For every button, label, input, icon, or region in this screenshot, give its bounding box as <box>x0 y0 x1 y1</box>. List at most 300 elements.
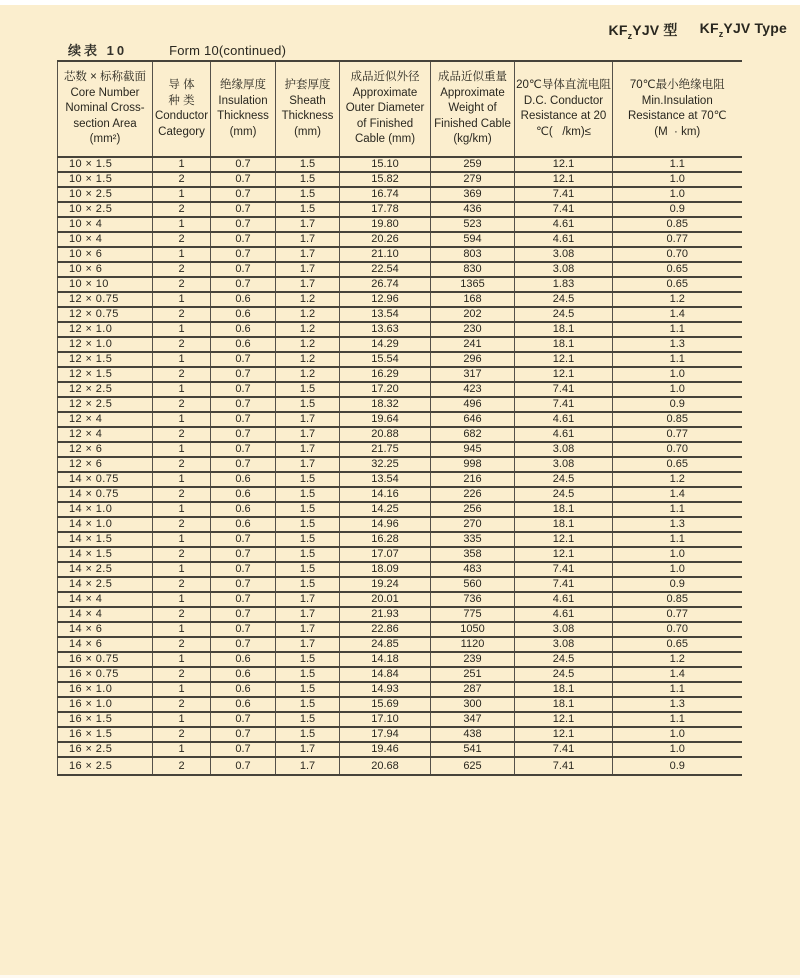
table-cell: 14 × 2.5 <box>58 562 153 577</box>
table-cell: 1.7 <box>276 412 340 427</box>
table-cell: 1.83 <box>515 277 613 292</box>
column-header-conductor_category: 导 体 种 类 Conductor Category <box>153 61 211 157</box>
table-cell: 1 <box>153 532 211 547</box>
table-cell: 14.25 <box>340 502 431 517</box>
table-cell: 3.08 <box>515 457 613 472</box>
table-row <box>58 457 742 472</box>
table-cell: 1.7 <box>276 247 340 262</box>
table-row <box>58 187 742 202</box>
column-header-insulation_thickness: 绝缘厚度 Insulation Thickness (mm) <box>211 61 276 157</box>
table-cell: 1.7 <box>276 622 340 637</box>
table-cell: 16 × 1.5 <box>58 727 153 742</box>
table-cell: 3.08 <box>515 622 613 637</box>
table-cell: 16 × 0.75 <box>58 652 153 667</box>
table-cell: 1 <box>153 622 211 637</box>
table-cell: 1.7 <box>276 217 340 232</box>
table-cell: 1.1 <box>613 532 742 547</box>
table-cell: 438 <box>431 727 515 742</box>
table-cell: 14 × 6 <box>58 637 153 652</box>
table-cell: 16 × 1.0 <box>58 697 153 712</box>
table-cell: 19.46 <box>340 742 431 757</box>
table-cell: 0.70 <box>613 247 742 262</box>
table-cell: 0.7 <box>211 712 276 727</box>
table-cell: 775 <box>431 607 515 622</box>
table-cell: 2 <box>153 667 211 682</box>
table-cell: 1.5 <box>276 187 340 202</box>
table-cell: 1.5 <box>276 577 340 592</box>
table-cell: 1.2 <box>613 472 742 487</box>
column-header-sheath_thickness: 护套厚度 Sheath Thickness (mm) <box>276 61 340 157</box>
table-row <box>58 502 742 517</box>
table-cell: 20.01 <box>340 592 431 607</box>
table-cell: 10 × 1.5 <box>58 157 153 172</box>
table-cell: 0.6 <box>211 667 276 682</box>
table-cell: 1.2 <box>276 292 340 307</box>
table-cell: 0.65 <box>613 637 742 652</box>
table-row <box>58 517 742 532</box>
table-row <box>58 247 742 262</box>
table-cell: 0.6 <box>211 337 276 352</box>
table-cell: 0.65 <box>613 277 742 292</box>
table-cell: 16 × 2.5 <box>58 757 153 775</box>
table-cell: 560 <box>431 577 515 592</box>
table-cell: 0.7 <box>211 532 276 547</box>
table-cell: 12 × 2.5 <box>58 397 153 412</box>
table-cell: 1 <box>153 352 211 367</box>
table-cell: 1 <box>153 217 211 232</box>
table-cell: 2 <box>153 277 211 292</box>
table-cell: 259 <box>431 157 515 172</box>
table-cell: 22.54 <box>340 262 431 277</box>
table-cell: 0.7 <box>211 277 276 292</box>
table-cell: 1.7 <box>276 232 340 247</box>
table-cell: 0.7 <box>211 202 276 217</box>
table-cell: 0.7 <box>211 187 276 202</box>
table-cell: 1.0 <box>613 367 742 382</box>
column-header-min_insulation_resistance: 70℃最小绝缘电阻 Min.Insulation Resistance at 70℃ (M · km) <box>613 61 742 157</box>
table-cell: 14 × 1.0 <box>58 517 153 532</box>
table-cell: 0.7 <box>211 262 276 277</box>
table-cell: 369 <box>431 187 515 202</box>
table-row <box>58 157 742 172</box>
table-cell: 12 × 1.0 <box>58 337 153 352</box>
table-cell: 1050 <box>431 622 515 637</box>
table-cell: 0.9 <box>613 577 742 592</box>
table-cell: 1.5 <box>276 487 340 502</box>
table-cell: 335 <box>431 532 515 547</box>
table-cell: 0.9 <box>613 397 742 412</box>
table-cell: 1 <box>153 712 211 727</box>
table-cell: 14 × 1.0 <box>58 502 153 517</box>
table-cell: 2 <box>153 697 211 712</box>
table-cell: 436 <box>431 202 515 217</box>
table-cell: 2 <box>153 577 211 592</box>
table-cell: 21.10 <box>340 247 431 262</box>
table-cell: 1.5 <box>276 697 340 712</box>
table-cell: 0.65 <box>613 457 742 472</box>
table-cell: 2 <box>153 202 211 217</box>
table-cell: 1.7 <box>276 277 340 292</box>
table-cell: 1.5 <box>276 682 340 697</box>
table-cell: 1.7 <box>276 457 340 472</box>
table-cell: 0.85 <box>613 592 742 607</box>
table-cell: 24.5 <box>515 487 613 502</box>
table-cell: 13.54 <box>340 307 431 322</box>
table-cell: 7.41 <box>515 382 613 397</box>
table-cell: 3.08 <box>515 442 613 457</box>
table-row <box>58 622 742 637</box>
table-cell: 1.5 <box>276 397 340 412</box>
table-cell: 21.75 <box>340 442 431 457</box>
table-cell: 14 × 0.75 <box>58 472 153 487</box>
table-row <box>58 607 742 622</box>
table-cell: 1365 <box>431 277 515 292</box>
table-cell: 18.1 <box>515 502 613 517</box>
table-cell: 998 <box>431 457 515 472</box>
table-cell: 523 <box>431 217 515 232</box>
table-cell: 830 <box>431 262 515 277</box>
table-cell: 4.61 <box>515 427 613 442</box>
table-cell: 12 × 4 <box>58 427 153 442</box>
table-cell: 12 × 6 <box>58 442 153 457</box>
table-cell: 24.5 <box>515 472 613 487</box>
table-cell: 0.7 <box>211 232 276 247</box>
table-cell: 12.1 <box>515 157 613 172</box>
table-cell: 202 <box>431 307 515 322</box>
table-cell: 287 <box>431 682 515 697</box>
table-cell: 0.7 <box>211 397 276 412</box>
table-row <box>58 532 742 547</box>
table-cell: 1.2 <box>613 292 742 307</box>
table-cell: 0.7 <box>211 547 276 562</box>
table-row <box>58 367 742 382</box>
table-cell: 18.09 <box>340 562 431 577</box>
column-header-weight: 成品近似重量 Approximate Weight of Finished Cable (kg/km) <box>431 61 515 157</box>
table-caption-en: Form 10(continued) <box>169 43 287 58</box>
table-cell: 1.5 <box>276 202 340 217</box>
table-cell: 0.9 <box>613 757 742 775</box>
table-cell: 0.7 <box>211 457 276 472</box>
table-cell: 24.5 <box>515 307 613 322</box>
table-cell: 18.32 <box>340 397 431 412</box>
table-cell: 1 <box>153 592 211 607</box>
table-cell: 19.24 <box>340 577 431 592</box>
table-cell: 0.6 <box>211 682 276 697</box>
table-cell: 3.08 <box>515 637 613 652</box>
table-cell: 24.5 <box>515 667 613 682</box>
table-cell: 682 <box>431 427 515 442</box>
table-cell: 12 × 1.0 <box>58 322 153 337</box>
table-cell: 13.54 <box>340 472 431 487</box>
table-cell: 4.61 <box>515 607 613 622</box>
table-cell: 14 × 6 <box>58 622 153 637</box>
table-cell: 0.7 <box>211 157 276 172</box>
table-cell: 1.7 <box>276 637 340 652</box>
table-cell: 1.7 <box>276 607 340 622</box>
table-cell: 1.0 <box>613 547 742 562</box>
table-row <box>58 412 742 427</box>
table-caption-cn: 续表 10 <box>68 43 128 58</box>
table-cell: 300 <box>431 697 515 712</box>
table-cell: 256 <box>431 502 515 517</box>
table-cell: 16.28 <box>340 532 431 547</box>
table-cell: 347 <box>431 712 515 727</box>
table-cell: 594 <box>431 232 515 247</box>
table-cell: 4.61 <box>515 412 613 427</box>
cable-spec-table <box>57 60 742 776</box>
table-cell: 16 × 0.75 <box>58 667 153 682</box>
table-row <box>58 667 742 682</box>
table-cell: 1.5 <box>276 652 340 667</box>
table-cell: 1.2 <box>276 307 340 322</box>
table-cell: 1 <box>153 322 211 337</box>
table-cell: 24.5 <box>515 292 613 307</box>
table-cell: 15.69 <box>340 697 431 712</box>
table-cell: 20.68 <box>340 757 431 775</box>
table-cell: 10 × 4 <box>58 217 153 232</box>
table-cell: 251 <box>431 667 515 682</box>
table-cell: 1.5 <box>276 547 340 562</box>
table-cell: 1.5 <box>276 562 340 577</box>
table-row <box>58 697 742 712</box>
table-cell: 12 × 1.5 <box>58 367 153 382</box>
table-cell: 216 <box>431 472 515 487</box>
table-cell: 7.41 <box>515 742 613 757</box>
table-cell: 14.18 <box>340 652 431 667</box>
table-cell: 12.1 <box>515 532 613 547</box>
table-cell: 423 <box>431 382 515 397</box>
table-row <box>58 322 742 337</box>
table-cell: 1.7 <box>276 262 340 277</box>
table-cell: 1.0 <box>613 562 742 577</box>
table-cell: 1.1 <box>613 502 742 517</box>
table-cell: 16.74 <box>340 187 431 202</box>
table-row <box>58 712 742 727</box>
table-cell: 736 <box>431 592 515 607</box>
table-cell: 3.08 <box>515 262 613 277</box>
table-cell: 1.5 <box>276 382 340 397</box>
table-cell: 0.7 <box>211 592 276 607</box>
table-cell: 1.7 <box>276 427 340 442</box>
table-cell: 296 <box>431 352 515 367</box>
table-cell: 0.65 <box>613 262 742 277</box>
table-cell: 24.5 <box>515 652 613 667</box>
table-cell: 1 <box>153 187 211 202</box>
table-cell: 2 <box>153 232 211 247</box>
table-cell: 10 × 1.5 <box>58 172 153 187</box>
table-cell: 1.7 <box>276 592 340 607</box>
table-cell: 17.78 <box>340 202 431 217</box>
column-header-core_area: 芯数 × 标称截面 Core Number Nominal Cross- section Area (mm²) <box>58 61 153 157</box>
table-cell: 18.1 <box>515 322 613 337</box>
table-cell: 0.85 <box>613 217 742 232</box>
table-cell: 2 <box>153 307 211 322</box>
table-cell: 0.6 <box>211 292 276 307</box>
table-cell: 16.29 <box>340 367 431 382</box>
table-cell: 18.1 <box>515 337 613 352</box>
table-cell: 1.4 <box>613 667 742 682</box>
table-row <box>58 547 742 562</box>
table-cell: 3.08 <box>515 247 613 262</box>
table-cell: 1.1 <box>613 352 742 367</box>
table-cell: 1.2 <box>276 352 340 367</box>
table-cell: 12 × 0.75 <box>58 307 153 322</box>
table-cell: 12.1 <box>515 727 613 742</box>
table-cell: 0.7 <box>211 442 276 457</box>
table-row <box>58 652 742 667</box>
table-cell: 1 <box>153 247 211 262</box>
table-row <box>58 217 742 232</box>
table-row <box>58 757 742 775</box>
table-cell: 1.7 <box>276 757 340 775</box>
table-cell: 2 <box>153 397 211 412</box>
table-cell: 625 <box>431 757 515 775</box>
table-cell: 0.7 <box>211 742 276 757</box>
doc-type-title <box>609 20 787 41</box>
table-cell: 2 <box>153 727 211 742</box>
table-cell: 10 × 6 <box>58 247 153 262</box>
table-cell: 7.41 <box>515 757 613 775</box>
table-cell: 12 × 1.5 <box>58 352 153 367</box>
table-cell: 1.1 <box>613 322 742 337</box>
table-cell: 21.93 <box>340 607 431 622</box>
table-row <box>58 592 742 607</box>
table-cell: 1.7 <box>276 742 340 757</box>
table-row <box>58 442 742 457</box>
table-cell: 2 <box>153 637 211 652</box>
table-cell: 14.96 <box>340 517 431 532</box>
table-cell: 12.1 <box>515 547 613 562</box>
table-cell: 14 × 0.75 <box>58 487 153 502</box>
table-cell: 1 <box>153 472 211 487</box>
table-cell: 0.7 <box>211 607 276 622</box>
table-row <box>58 172 742 187</box>
table-cell: 1.5 <box>276 472 340 487</box>
table-cell: 1.3 <box>613 337 742 352</box>
table-cell: 10 × 6 <box>58 262 153 277</box>
table-cell: 20.26 <box>340 232 431 247</box>
table-cell: 317 <box>431 367 515 382</box>
table-cell: 7.41 <box>515 577 613 592</box>
table-cell: 13.63 <box>340 322 431 337</box>
table-cell: 1.2 <box>276 367 340 382</box>
table-cell: 14 × 1.5 <box>58 547 153 562</box>
table-cell: 0.6 <box>211 472 276 487</box>
table-cell: 14.93 <box>340 682 431 697</box>
column-header-dc_resistance: 20℃导体直流电阻 D.C. Conductor Resistance at 20 ℃( /km)≤ <box>515 61 613 157</box>
table-cell: 14.16 <box>340 487 431 502</box>
table-cell: 1.0 <box>613 742 742 757</box>
table-cell: 0.7 <box>211 217 276 232</box>
table-cell: 0.7 <box>211 622 276 637</box>
table-cell: 12 × 4 <box>58 412 153 427</box>
table-row <box>58 382 742 397</box>
table-cell: 1.5 <box>276 667 340 682</box>
table-cell: 14.84 <box>340 667 431 682</box>
table-cell: 1 <box>153 652 211 667</box>
table-cell: 7.41 <box>515 187 613 202</box>
table-cell: 0.85 <box>613 412 742 427</box>
table-cell: 10 × 4 <box>58 232 153 247</box>
table-cell: 1 <box>153 382 211 397</box>
table-cell: 14 × 4 <box>58 607 153 622</box>
table-cell: 646 <box>431 412 515 427</box>
table-cell: 1.4 <box>613 487 742 502</box>
table-row <box>58 277 742 292</box>
table-cell: 1 <box>153 742 211 757</box>
table-cell: 1.5 <box>276 727 340 742</box>
table-cell: 1 <box>153 157 211 172</box>
table-cell: 1.0 <box>613 727 742 742</box>
table-cell: 2 <box>153 547 211 562</box>
table-cell: 7.41 <box>515 202 613 217</box>
table-cell: 0.7 <box>211 727 276 742</box>
table-cell: 0.7 <box>211 172 276 187</box>
table-cell: 1 <box>153 412 211 427</box>
table-cell: 14 × 1.5 <box>58 532 153 547</box>
table-cell: 15.54 <box>340 352 431 367</box>
table-cell: 279 <box>431 172 515 187</box>
table-cell: 17.10 <box>340 712 431 727</box>
table-cell: 1 <box>153 292 211 307</box>
table-cell: 10 × 2.5 <box>58 187 153 202</box>
table-cell: 230 <box>431 322 515 337</box>
table-cell: 0.7 <box>211 637 276 652</box>
table-cell: 0.77 <box>613 232 742 247</box>
table-cell: 1.5 <box>276 157 340 172</box>
table-cell: 1.5 <box>276 502 340 517</box>
table-cell: 2 <box>153 487 211 502</box>
table-cell: 2 <box>153 172 211 187</box>
table-cell: 0.7 <box>211 427 276 442</box>
table-row <box>58 352 742 367</box>
table-cell: 2 <box>153 262 211 277</box>
table-cell: 4.61 <box>515 217 613 232</box>
table-cell: 4.61 <box>515 592 613 607</box>
table-cell: 32.25 <box>340 457 431 472</box>
table-cell: 4.61 <box>515 232 613 247</box>
table-cell: 0.70 <box>613 442 742 457</box>
table-cell: 2 <box>153 757 211 775</box>
table-cell: 0.7 <box>211 382 276 397</box>
table-cell: 241 <box>431 337 515 352</box>
table-cell: 239 <box>431 652 515 667</box>
table-cell: 1.3 <box>613 517 742 532</box>
table-cell: 19.64 <box>340 412 431 427</box>
table-cell: 18.1 <box>515 517 613 532</box>
table-cell: 2 <box>153 337 211 352</box>
table-cell: 12.96 <box>340 292 431 307</box>
table-cell: 0.6 <box>211 697 276 712</box>
table-cell: 0.7 <box>211 562 276 577</box>
table-cell: 1.1 <box>613 157 742 172</box>
table-cell: 483 <box>431 562 515 577</box>
table-row <box>58 637 742 652</box>
doc-type-title-en: $KF_zYJV$ Type <box>699 20 787 39</box>
table-cell: 12.1 <box>515 367 613 382</box>
table-cell: 0.7 <box>211 352 276 367</box>
table-row <box>58 682 742 697</box>
table-row <box>58 307 742 322</box>
table-cell: 1.1 <box>613 682 742 697</box>
table-cell: 945 <box>431 442 515 457</box>
table-row <box>58 562 742 577</box>
table-cell: 0.6 <box>211 487 276 502</box>
table-body <box>58 157 742 775</box>
table-cell: 0.77 <box>613 427 742 442</box>
table-cell: 12 × 6 <box>58 457 153 472</box>
table-caption <box>68 40 286 59</box>
